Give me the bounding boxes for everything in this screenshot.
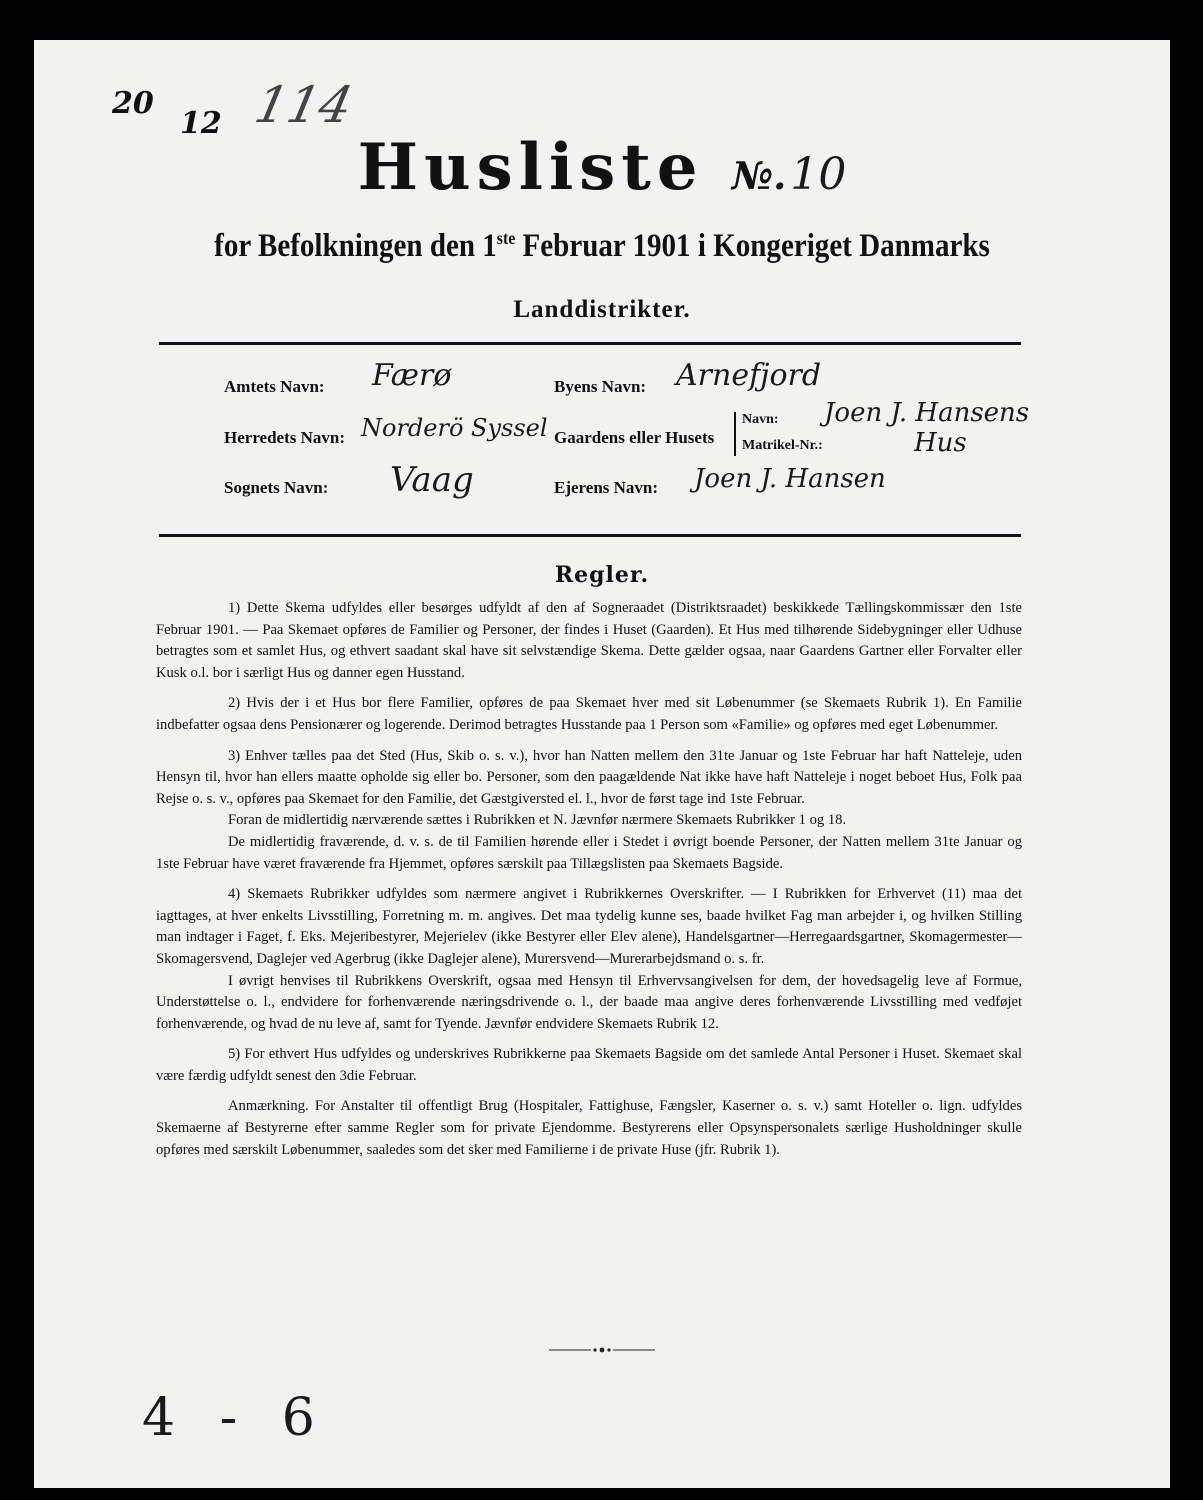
census-form-page (34, 40, 1170, 1488)
rule-3: 3) Enhver tælles paa det Sted (Hus, Skib o. s. v.), hvor han Natten mellem den 31te Januar og 1ste Februar har haft Natteleje, uden Hensyn til, hvor han ellers maatte opholde sig eller bo. Personer, som den paagældende Nat ikke have haft Natteleje i noget beboet Hus, Folk paa Rejse o. s. v., opføres paa Skemaet for den Familie, det Gæstgiversted el. l., hvor de først tage ind 1ste Februar. (156, 747, 1022, 807)
rule-3-note-a: Foran de midlertidig nærværende sættes i Rubrikken et N. Jævnfør nærmere Skemaets Rubrikker 1 og 18. (228, 812, 847, 829)
ornament-icon (547, 1345, 657, 1355)
rule-4: 4) Skemaets Rubrikker udfyldes som nærmere angivet i Rubrikkernes Overskrifter. — I Rubrikken for Erhvervet (11) maa det iagttages, at hver enkelts Livsstilling, Forretning m. m. angives. Det maa tydelig kunne ses, baade hvilket Fag man arbejder i, og hvilken Stilling man indtager i Faget, f. Eks. Mejeribestyrer, Mejerielev (ikke Bestyrer eller Elev alene), Handelsgartner—Herregaardsgartner, Skomagermester—Skomagersvend, Daglejer ved Agerbrug (ikke Daglejer alene), Murersvend—Murerarbejdsmand o. s. fr. (156, 886, 1022, 967)
sogn-value: Vaag (390, 460, 474, 500)
footer-handwritten: 4 - 6 (142, 1388, 329, 1448)
herred-label: Herredets Navn: (224, 428, 346, 447)
title-text: Husliste (357, 130, 704, 205)
by-label: Byens Navn: (554, 377, 647, 396)
rules-heading: Regler. (554, 562, 650, 588)
navn-value: Joen J. Hansens (824, 398, 1030, 428)
top-divider (159, 342, 1021, 345)
gaard-label: Gaardens eller Husets (554, 428, 715, 447)
annotation-note: Anmærkning. For Anstalter til offentligt Brug (Hospitaler, Fattighuse, Fængsler, Kaserner o. s. v.) samt Hoteller o. lign. udfyldes Skemaerne af Bestyrerne efter samme Regler som for private Ejendomme. Bestyrerens eller Opsynspersonalets særlige Husholdninger skulle opføres med særskilt Løbenummer, saaledes som det sker med Familierne i de private Huse (jfr. Rubrik 1). (156, 1098, 1022, 1158)
rule-4-note: I øvrigt henvises til Rubrikkens Overskrift, ogsaa med Hensyn til Erhvervsangivelsen for dem, der hovedsagelig leve af Formue, Understøttelse o. l., endvidere for forhenværende næringsdrivende o. l., der baade maa angive deres forhenværende Livsstilling med vedføjet forhenværende, og hvad de nu leve af, samt for Tyende. Jævnfør endvidere Skemaets Rubrik 12. (156, 972, 1022, 1032)
bottom-divider (159, 534, 1021, 537)
pencil-note: 114 (249, 76, 358, 134)
by-value: Arnefjord (676, 358, 822, 393)
rule-3-note-b: De midlertidig fraværende, d. v. s. de til Familien hørende eller i Stedet i øvrigt boende Personer, der Natten mellem 31te Januar og 1ste Februar have været fraværende fra Hjemmet, opføres særskilt paa Tillægslisten paa Skemaets Bagside. (156, 833, 1022, 872)
page-title (34, 130, 1170, 205)
stamp-number: 20 (112, 86, 154, 121)
subtitle-part1: for Befolkningen den 1 (214, 228, 497, 264)
amt-value: Færø (372, 358, 452, 393)
list-number: 10 (790, 149, 847, 200)
district-heading: Landdistrikter. (513, 296, 691, 323)
subtitle-sup: ste (496, 228, 516, 248)
ornament-divider (34, 1343, 1170, 1359)
subtitle (102, 228, 1102, 265)
ejer-label: Ejerens Navn: (554, 478, 659, 497)
matrikel-value: Hus (914, 428, 967, 458)
brace-line (734, 412, 736, 456)
navn-label: Navn: (742, 412, 779, 427)
rule-1: 1) Dette Skema udfyldes eller besørges udfyldt af den af Sogneraadet (Distriktsraadet) beskikkede Tællingskommissær den 1ste Februar 1901. — Paa Skemaet opføres de Familier og Personer, der findes i Huset (Gaarden). Et Hus med tilhørende Sidebygninger eller Udhuse betragtes som et samlet Hus, og ethvert saadant skal have sit selvstændige Skema. Dette gælder ogsaa, naar Gaardens Gartner eller Forvalter eller Kusk o.l. bor i særligt Hus og danner egen Husstand. (156, 600, 1022, 681)
sheet-number: 12 (180, 106, 222, 141)
rules-body (156, 598, 1022, 1170)
sogn-label: Sognets Navn: (224, 478, 329, 497)
herred-value: Norderö Syssel (361, 414, 548, 442)
ejer-value: Joen J. Hansen (694, 464, 886, 494)
subtitle-part2: Februar 1901 i Kongeriget Danmarks (515, 228, 990, 264)
rule-2: 2) Hvis der i et Hus bor flere Familier, opføres de paa Skemaet hver med sit Løbenummer (se Skemaets Rubrik 1). En Familie indbefatter ogsaa dens Pensionærer og logerende. Derimod betragtes Husstande paa 1 Person som «Familie» og opføres med eget Løbenummer. (156, 695, 1022, 733)
amt-label: Amtets Navn: (224, 377, 325, 396)
rule-5: 5) For ethvert Hus udfyldes og underskrives Rubrikkerne paa Skemaets Bagside om det samlede Antal Personer i Huset. Skemaet skal være færdig udfyldt senest den 3die Februar. (156, 1046, 1022, 1084)
number-label: №. (731, 153, 787, 198)
matrikel-label: Matrikel-Nr.: (742, 438, 823, 453)
